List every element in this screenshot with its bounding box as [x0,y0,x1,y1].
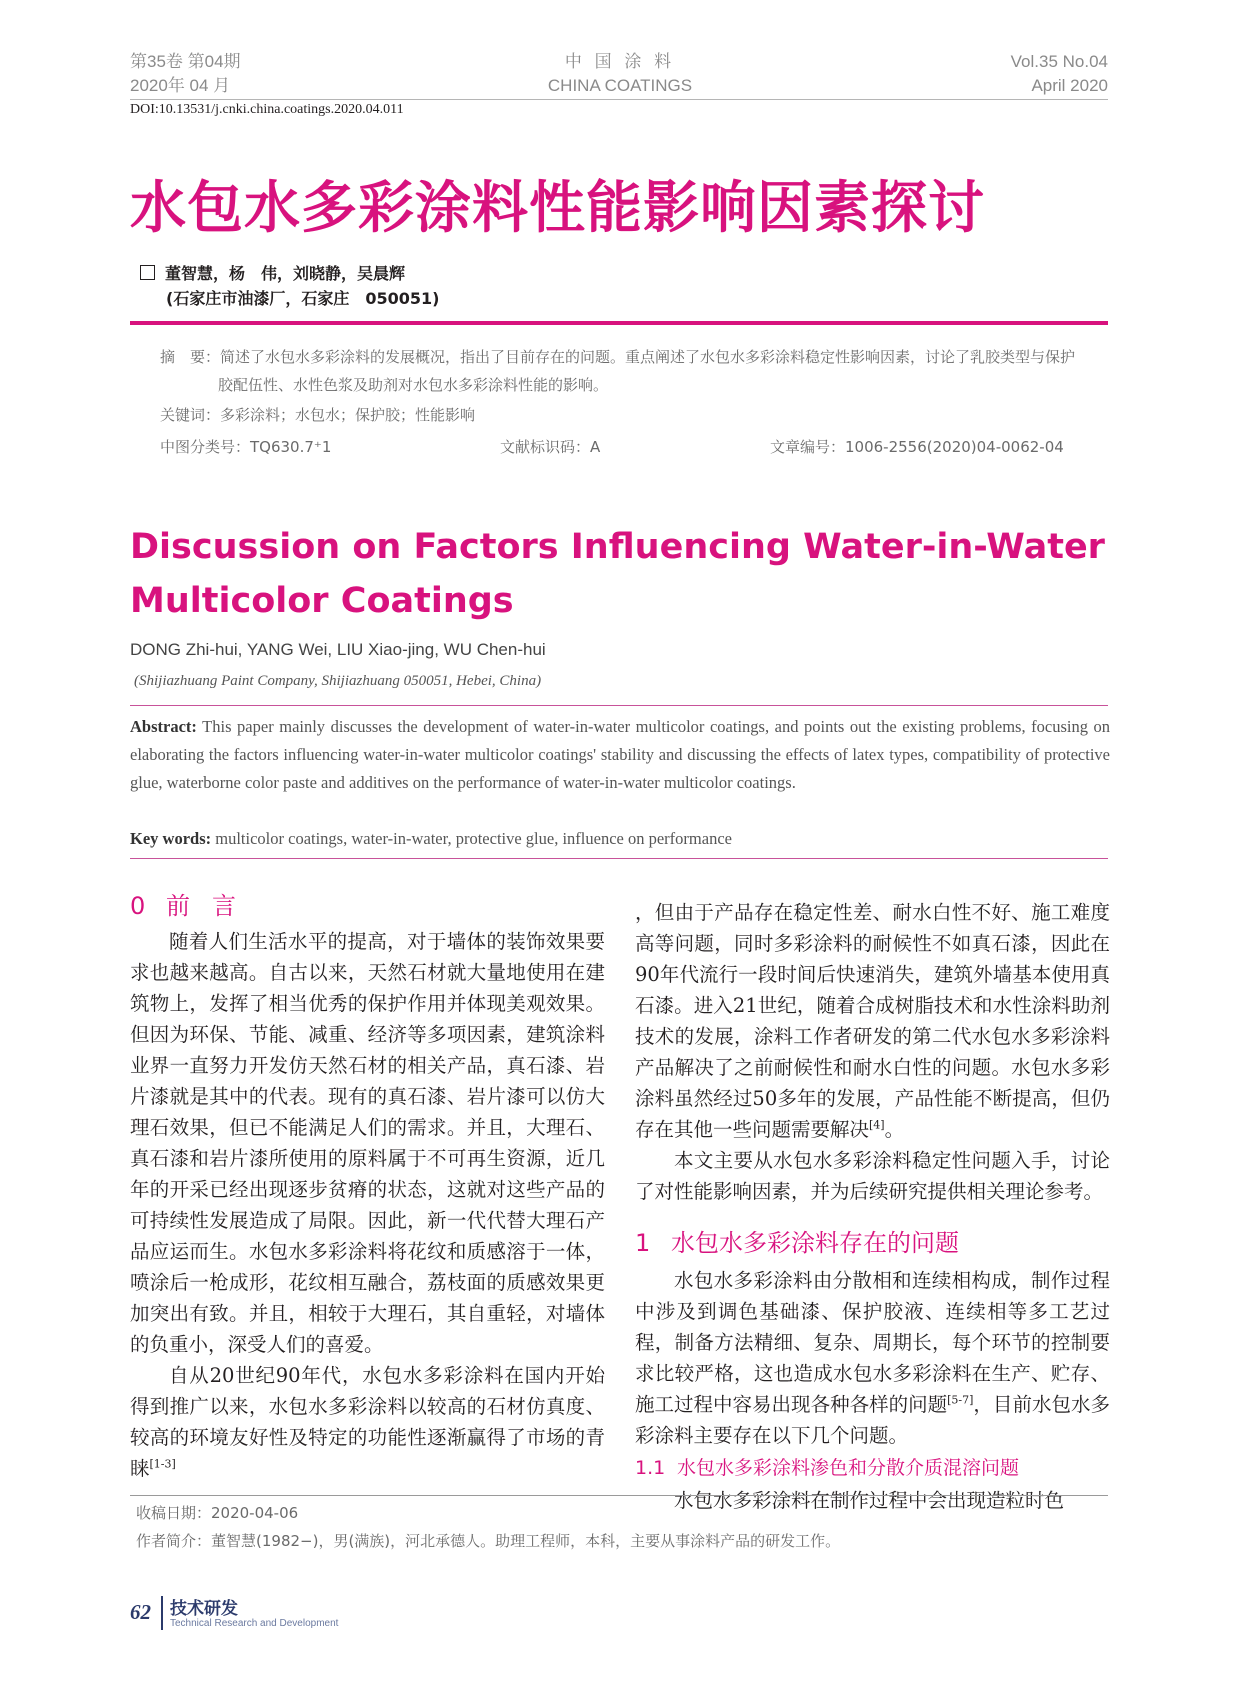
header-date-zh: 2020年 04 月 [130,76,231,95]
section-0-paragraph-2 [130,1360,605,1484]
section-0-paragraph-1: 随着人们生活水平的提高，对于墙体的装饰效果要求也越来越高。自古以来，天然石材就大量地使用在建筑物上，发挥了相当优秀的保护作用并体现美观效果。但因为环保、节能、减重、经济等多项因素，建筑涂料业界一直努力开发仿天然石材的相关产品，真石漆、岩片漆就是其中的代表。现有的真石漆、岩片漆可以仿大理石效果，但已不能满足人们的需求。并且，大理石、真石漆和岩片漆所使用的原料属于不可再生资源，近几年的开采已经出现逐步贫瘠的状态，这就对这些产品的可持续性发展造成了局限。因此，新一代代替大理石产品应运而生。水包水多彩涂料将花纹和质感溶于一体，喷涂后一枪成形，花纹相互融合，荔枝面的质感效果更加突出有致。并且，相较于大理石，其自重轻，对墙体的负重小，深受人们的喜爱。 [130,930,605,1356]
footnote-divider [130,1495,1108,1496]
footnote-received: 收稿日期：2020-04-06 [136,1504,299,1522]
abstract-en-top-divider [130,705,1108,706]
footnote-author-bio: 作者简介：董智慧(1982−)，男(满族)，河北承德人。助理工程师，本科，主要从事涂料产品的研发工作。 [136,1532,841,1550]
section-1-paragraph-1 [635,1265,1110,1451]
section-1-1-paragraph: 水包水多彩涂料在制作过程中会出现造粒时色 [674,1489,1065,1512]
keywords-en-label: Key words: [130,829,212,848]
abstract-en [130,713,1110,797]
document-code: 文献标识码：A [500,438,601,456]
title-divider [130,321,1108,325]
abstract-en-label: Abstract: [130,717,197,736]
citation-5-7: [5-7] [947,1393,974,1407]
classification-number: 中图分类号：TQ630.7⁺1 [160,438,332,456]
abstract-en-text: This paper mainly discusses the development of water-in-water multicolor coatings, and points out the existing problems, focusing on elaborating the factors influencing water-in-water multicolor coatings' stability and discussing the effects of latex types, compatibility of protective glue, waterborne color paste and additives on the performance of water-in-water multicolor coatings. [130,717,1110,792]
header-journal-zh: 中 国 涂 料 [564,52,676,71]
section-0-heading [130,888,258,924]
body-column-right [635,897,1110,1516]
section-1-1-heading [635,1451,1110,1485]
section-0-paragraph-2-c: 。 [884,1118,905,1141]
doi: DOI:10.13531/j.cnki.china.coatings.2020.04.011 [130,102,404,117]
section-0-paragraph-2-continued [635,897,1110,1145]
authors-zh [140,262,405,286]
title-zh: 水包水多彩涂料性能影响因素探讨 [130,176,985,241]
section-1-title: 水包水多彩涂料存在的问题 [671,1229,959,1257]
abstract-zh-text: 简述了水包水多彩涂料的发展概况，指出了目前存在的问题。重点阐述了水包水多彩涂料稳定性影响因素，讨论了乳胶类型与保护胶配伍性、水性色浆及助剂对水包水多彩涂料性能的影响。 [218,348,1076,394]
footer-separator [161,1596,163,1630]
checkbox-square-icon [140,265,155,280]
section-1-1-title: 水包水多彩涂料渗色和分散介质混溶问题 [677,1457,1020,1479]
section-0-paragraph-2-a: 自从20世纪90年代，水包水多彩涂料在国内开始得到推广以来，水包水多彩涂料以较高的石材仿真度、较高的环境友好性及特定的功能性逐渐赢得了市场的青睐 [130,1364,605,1480]
header-volume [130,50,241,98]
abstract-zh-label: 摘 要： [160,348,221,366]
authors-zh-text: 董智慧，杨 伟，刘晓静，吴晨辉 [165,264,406,283]
title-en: Discussion on Factors Influencing Water-in-Water Multicolor Coatings [130,527,1105,621]
footer-section-zh: 技术研发 [170,1599,238,1619]
header-issue [1011,50,1108,98]
header-divider [130,99,1108,100]
section-0-paragraph-2-continued-text: ，但由于产品存在稳定性差、耐水白性不好、施工难度高等问题，同时多彩涂料的耐候性不如真石漆，因此在90年代流行一段时间后快速消失，建筑外墙基本使用真石漆。进入21世纪，随着合成树脂技术和水性涂料助剂技术的发展，涂料工作者研发的第二代水包水多彩涂料产品解决了之前耐候性和耐水白性的问题。水包水多彩涂料虽然经过50多年的发展，产品性能不断提高，但仍存在其他一些问题需要解决 [635,901,1110,1141]
header-journal [520,50,720,98]
section-1-paragraph-1-a: 水包水多彩涂料由分散相和连续相构成，制作过程中涉及到调色基础漆、保护胶液、连续相等多工艺过程，制备方法精细、复杂、周期长，每个环节的控制要求比较严格，这也造成水包水多彩涂料在生产、贮存、施工过程中容易出现各种各样的问题 [635,1269,1110,1416]
header-date-en: April 2020 [1031,76,1108,95]
section-1-1-number: 1.1 [635,1457,666,1479]
authors-en: DONG Zhi-hui, YANG Wei, LIU Xiao-jing, WU Chen-hui [130,640,546,659]
affiliation-en: (Shijiazhuang Paint Company, Shijiazhuang 050051, Hebei, China) [134,673,542,689]
affiliation-zh: (石家庄市油漆厂，石家庄 050051) [166,289,440,308]
section-1-paragraph-1-b: ，目前水包水多彩涂料主要存在以下几个问题。 [635,1393,1110,1447]
citation-1-3: [1-3] [149,1457,176,1471]
header-volume-en: Vol.35 No.04 [1010,52,1108,71]
page-number: 62 [130,1600,151,1624]
section-0-number: 0 [130,892,146,920]
footer-section-en: Technical Research and Development [170,1618,339,1629]
abstract-en-bottom-divider [130,858,1108,859]
abstract-zh [160,343,1080,399]
keywords-en-text: multicolor coatings, water-in-water, protective glue, influence on performance [211,829,732,848]
section-1-heading [635,1225,1110,1261]
citation-4: [4] [869,1118,885,1132]
keywords-zh: 关键词：多彩涂料；水包水；保护胶；性能影响 [160,406,476,424]
keywords-en [130,825,1110,853]
section-1-number: 1 [635,1229,651,1257]
header-volume-zh: 第35卷 第04期 [130,52,241,71]
header-journal-en: CHINA COATINGS [547,76,693,95]
body-column-left [130,926,605,1484]
section-0-paragraph-3: 本文主要从水包水多彩涂料稳定性问题入手，讨论了对性能影响因素，并为后续研究提供相关理论参考。 [635,1149,1110,1203]
section-0-title: 前言 [166,892,258,920]
article-number: 文章编号：1006-2556(2020)04-0062-04 [770,438,1064,456]
abstract-zh-body [160,343,1080,399]
